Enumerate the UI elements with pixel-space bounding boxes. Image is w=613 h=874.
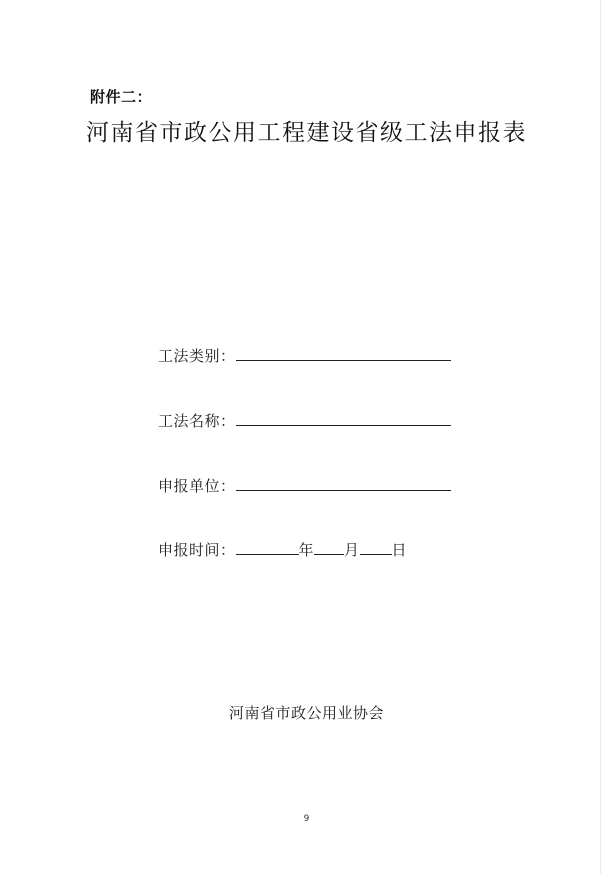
category-field (158, 345, 451, 366)
unit-label: 申报单位： (158, 477, 236, 495)
unit-field (158, 475, 451, 496)
organization-name: 河南省市政公用业协会 (228, 704, 384, 722)
month-blank-line (314, 540, 344, 555)
date-field (158, 539, 407, 560)
attachment-label: 附件二： (90, 88, 153, 106)
year-blank-line (236, 540, 299, 555)
page-number: 9 (303, 814, 310, 824)
document-title: 河南省市政公用工程建设省级工法申报表 (86, 120, 527, 146)
name-field (158, 410, 451, 431)
day-blank-line (360, 540, 392, 555)
name-label: 工法名称： (158, 412, 236, 430)
day-unit: 日 (391, 541, 408, 559)
category-blank-line (236, 346, 451, 361)
unit-blank-line (236, 476, 451, 491)
year-unit: 年 (298, 541, 315, 559)
category-label: 工法类别： (158, 347, 236, 365)
date-label: 申报时间： (158, 541, 236, 559)
month-unit: 月 (344, 541, 360, 559)
name-blank-line (236, 411, 451, 426)
